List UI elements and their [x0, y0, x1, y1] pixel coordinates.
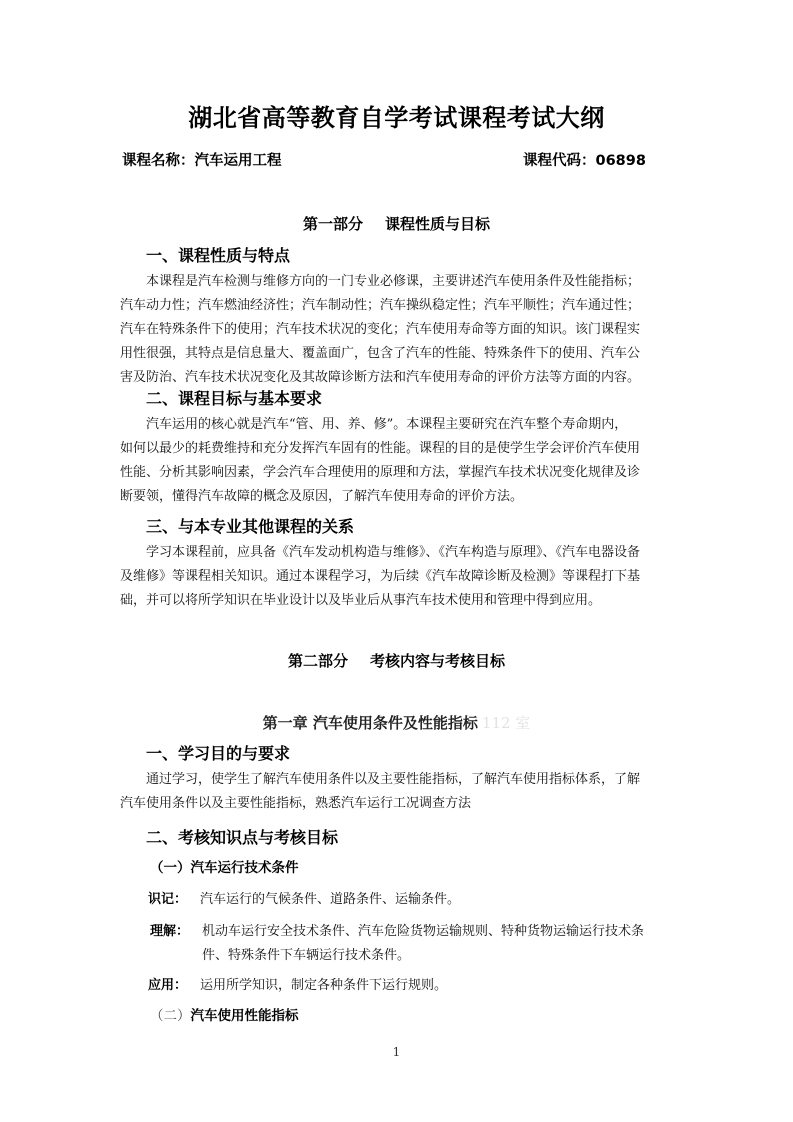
paragraph-line: 通过学习，使学生了解汽车使用条件以及主要性能指标，了解汽车使用指标体系，了解 [146, 772, 641, 787]
paragraph-line: 害及防治、汽车技术状况变化及其故障诊断方法和汽车使用寿命的评价方法等方面的内容。 [120, 370, 641, 385]
requirement-item [148, 974, 447, 993]
subsection-number: （一） [150, 860, 191, 876]
paragraph [120, 768, 680, 816]
section-heading: 二、考核知识点与考核目标 [146, 828, 339, 847]
paragraph-line: 汽车动力性；汽车燃油经济性；汽车制动性；汽车操纵稳定性；汽车平顺性；汽车通过性； [120, 298, 641, 313]
requirement-item [148, 888, 460, 907]
chapter-title [0, 712, 793, 733]
part2-heading-number: 第二部分 [287, 652, 348, 670]
paragraph [120, 270, 680, 390]
chapter-title-text: 第一章 汽车使用条件及性能指标 [262, 714, 478, 732]
requirement-label: 理解： [150, 924, 190, 939]
paragraph [120, 413, 680, 509]
subsection-heading [150, 1004, 299, 1024]
subsection-number: （二） [150, 1008, 191, 1024]
requirement-text [202, 920, 644, 968]
page-number: 1 [392, 1045, 401, 1059]
course-code: 课程代码：06898 [523, 153, 646, 169]
section-heading: 一、课程性质与特点 [146, 246, 291, 265]
paragraph-line: 汽车在特殊条件下的使用；汽车技术状况的变化；汽车使用寿命等方面的知识。该门课程实 [120, 322, 641, 337]
paragraph [120, 541, 680, 613]
paragraph-line: 如何以最少的耗费维持和充分发挥汽车固有的性能。课程的目的是使学生学会评价汽车使用 [120, 441, 641, 456]
part2-heading-title: 考核内容与考核目标 [370, 652, 506, 670]
part2-heading [0, 650, 793, 671]
requirement-item [150, 920, 644, 968]
course-name: 课程名称：汽车运用工程 [122, 153, 282, 169]
part1-heading-title: 课程性质与目标 [385, 215, 491, 233]
paragraph-line: 及维修》等课程相关知识。通过本课程学习，为后续《汽车故障诊断及检测》等课程打下基 [120, 569, 641, 584]
paragraph-line: 学习本课程前，应具备《汽车发动机构造与维修》、《汽车构造与原理》、《汽车电器设备 [146, 545, 641, 560]
paragraph-line: 础，并可以将所学知识在毕业设计以及毕业后从事汽车技术使用和管理中得到应用。 [120, 593, 602, 608]
requirement-text: 汽车运行的气候条件、道路条件、运输条件。 [200, 892, 461, 907]
paragraph-line: 性能、分析其影响因素，学会汽车合理使用的原理和方法，掌握汽车技术状况变化规律及诊 [120, 465, 641, 480]
requirement-line: 机动车运行安全技术条件、汽车危险货物运输规则、特种货物运输运行技术条 [202, 924, 645, 939]
section-heading: 三、与本专业其他课程的关系 [146, 517, 355, 536]
requirement-line: 件、特殊条件下车辆运行技术条件。 [202, 948, 411, 963]
part1-heading [0, 213, 793, 234]
paragraph-line: 用性很强，其特点是信息量大、覆盖面广，包含了汽车的性能、特殊条件下的使用、汽车公 [120, 346, 641, 361]
subsection-heading [150, 856, 299, 876]
part1-heading-number: 第一部分 [302, 215, 363, 233]
document-title: 湖北省高等教育自学考试课程考试大纲 [188, 104, 605, 132]
subsection-title: 汽车使用性能指标 [190, 1008, 299, 1024]
paragraph-line: 断要领，懂得汽车故障的概念及原因，了解汽车使用寿命的评价方法。 [120, 489, 524, 504]
subsection-title: 汽车运行技术条件 [190, 860, 299, 876]
requirement-label: 应用： [148, 978, 188, 993]
paragraph-line: 汽车使用条件以及主要性能指标，熟悉汽车运行工况调查方法 [120, 796, 472, 811]
requirement-text: 运用所学知识，制定各种条件下运行规则。 [200, 978, 448, 993]
section-heading: 二、课程目标与基本要求 [146, 389, 323, 408]
paragraph-line: 本课程是汽车检测与维修方向的一门专业必修课，主要讲述汽车使用条件及性能指标； [146, 274, 641, 289]
requirement-label: 识记： [148, 892, 188, 907]
section-heading: 一、学习目的与要求 [146, 744, 291, 763]
paragraph-line: 汽车运用的核心就是汽车“管、用、养、修”。本课程主要研究在汽车整个寿命期内， [146, 417, 628, 432]
watermark-text: 112 室 [481, 714, 531, 732]
